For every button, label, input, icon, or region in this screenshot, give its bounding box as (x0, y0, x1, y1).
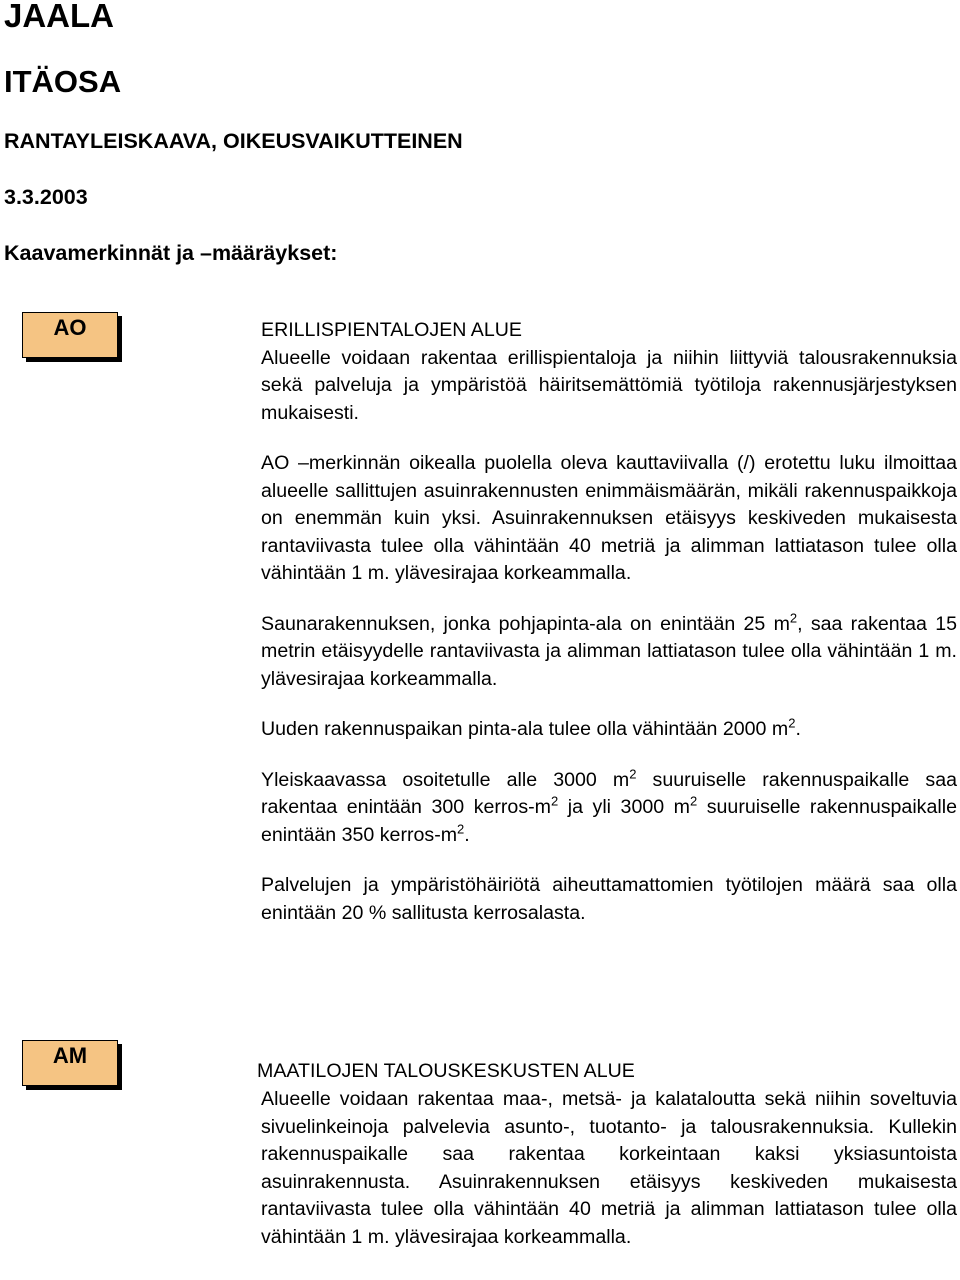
am-body-wrap (261, 1086, 957, 1251)
ao-sauna-paragraph: Saunarakennuksen, jonka pohjapinta-ala on enintään 25 $m^2$, saa rakentaa 15 metrin etäisyydelle rantaviivasta ja alimman lattiatason tulee olla vähintään 1 m. ylävesirajaa korkeammalla. (261, 609, 957, 690)
plan-type: RANTAYLEISKAAVA, OIKEUSVAIKUTTEINEN (4, 129, 463, 153)
am-title: MAATILOJEN TALOUSKESKUSTEN ALUE (257, 1060, 635, 1082)
document-subtitle: ITÄOSA (4, 64, 122, 99)
ao-plot-area-paragraph: Uuden rakennuspaikan pinta-ala tulee olla vähintään 2000 $m^2$. (261, 715, 801, 740)
document-title: JAALA (4, 0, 115, 34)
ao-section (261, 317, 957, 927)
plan-date: 3.3.2003 (4, 185, 88, 209)
am-section (257, 1058, 957, 1086)
ao-services-paragraph: Palvelujen ja ympäristöhäiriötä aiheuttamattomien työtilojen määrä saa olla enintään 20 % sallitusta kerrosalasta. (261, 874, 957, 924)
markings-heading: Kaavamerkinnät ja –määräykset: (4, 241, 338, 265)
ao-floor-area-paragraph: Yleiskaavassa osoitetulle alle 3000 $m^2$ suuruiselle rakennuspaikalle saa rakentaa enintään 300 kerros-$m^2$ ja yli 3000 $m^2$ suuruiselle rakennuspaikalle enintään 350 kerros-$m^2$. (261, 765, 957, 846)
ao-intro: Alueelle voidaan rakentaa erillispientaloja ja niihin liittyviä talousrakennuksia sekä palveluja ja ympäristöä häiritsemättömiä työtiloja rakennusjärjestyksen mukaisesti. (261, 346, 957, 424)
am-body: Alueelle voidaan rakentaa maa-, metsä- ja kalataloutta sekä niihin soveltuvia sivuelinkeinoja palvelevia asunto-, tuotanto- ja talousrakennuksia. Kullekin rakennuspaikalle saa rakentaa korkeintaan kaksi yksiasuntoista asuinrakennusta. Asuinrakennuksen etäisyys keskiveden mukaisesta rantaviivasta tulee olla vähintään 40 metriä ja alimman lattiatason tulee olla vähintään 1 m. ylävesirajaa korkeammalla. (261, 1088, 957, 1248)
ao-title: ERILLISPIENTALOJEN ALUE (261, 319, 522, 341)
ao-code-box: AO (22, 312, 118, 358)
ao-building-count-paragraph: AO –merkinnän oikealla puolella oleva kauttaviivalla (/) erotettu luku ilmoittaa alueelle sallittujen asuinrakennusten enimmäismäärän, mikäli rakennuspaikkoja on enemmän kuin yksi. Asuinrakennuksen etäisyys keskiveden mukaisesta rantaviivasta tulee olla vähintään 40 metriä ja alimman lattiatason tulee olla vähintään 1 m. ylävesirajaa korkeammalla. (261, 452, 957, 584)
am-code-box: AM (22, 1040, 118, 1086)
